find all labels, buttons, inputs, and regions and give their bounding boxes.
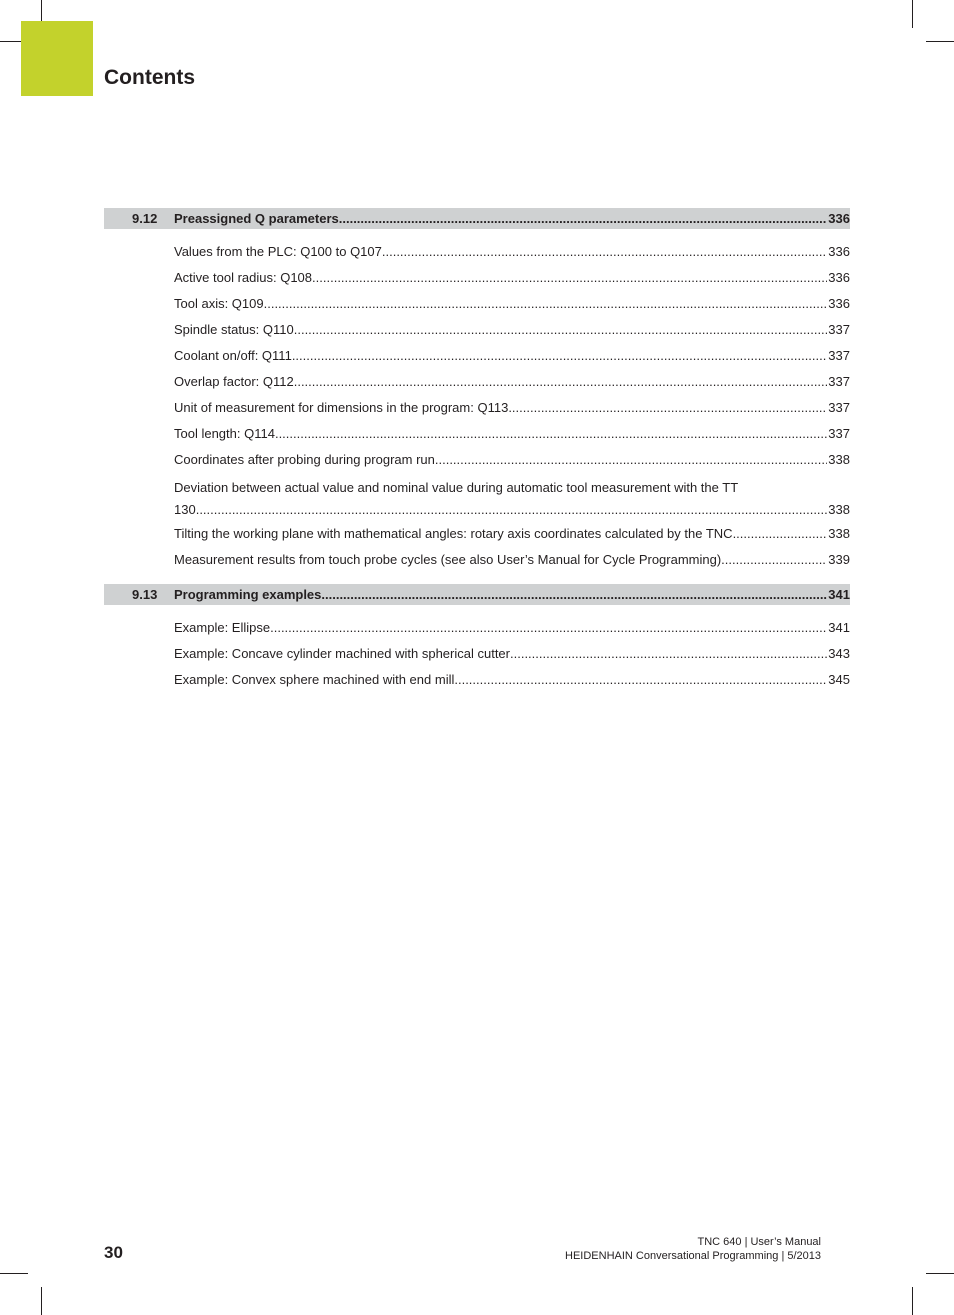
dot-leader xyxy=(292,347,827,365)
footer-manual-title: TNC 640 | User’s Manual xyxy=(697,1236,821,1248)
section-title: Preassigned Q parameters xyxy=(174,211,339,226)
toc-entry[interactable] xyxy=(104,243,850,261)
footer-publisher: HEIDENHAIN Conversational Programming | 5/2013 xyxy=(565,1250,821,1262)
dot-leader xyxy=(264,295,828,313)
entry-page: 338 xyxy=(828,502,850,517)
dot-leader xyxy=(312,269,827,287)
entry-title: Coolant on/off: Q111 xyxy=(174,348,292,363)
toc-entry[interactable] xyxy=(104,321,850,339)
entry-title: Overlap factor: Q112 xyxy=(174,374,294,389)
page-title: Contents xyxy=(104,66,195,89)
crop-mark xyxy=(926,1273,954,1274)
dot-leader xyxy=(275,425,827,443)
dot-leader xyxy=(382,243,827,261)
toc-section-9-12[interactable] xyxy=(104,208,850,229)
section-number: 9.12 xyxy=(132,211,158,226)
dot-leader xyxy=(270,619,827,637)
entry-title: Example: Ellipse xyxy=(174,620,271,635)
entry-page: 336 xyxy=(828,244,850,259)
entry-title: Values from the PLC: Q100 to Q107 xyxy=(174,244,382,259)
entry-title: Example: Concave cylinder machined with spherical cutter xyxy=(174,646,510,661)
section-number: 9.13 xyxy=(132,587,158,602)
entry-title: Measurement results from touch probe cycles (see also User’s Manual for Cycle Programming) xyxy=(174,552,722,567)
toc-entry[interactable] xyxy=(104,269,850,287)
entry-title: Tool axis: Q109 xyxy=(174,296,264,311)
entry-title: Coordinates after probing during program run xyxy=(174,452,435,467)
crop-mark xyxy=(912,1287,913,1315)
dot-leader xyxy=(294,373,828,391)
entry-page: 343 xyxy=(828,646,850,661)
dot-leader xyxy=(721,551,827,569)
crop-mark xyxy=(912,0,913,28)
dot-leader xyxy=(321,587,827,602)
toc-entry[interactable] xyxy=(104,373,850,391)
crop-mark xyxy=(926,41,954,42)
page-number: 30 xyxy=(104,1243,123,1262)
table-of-contents xyxy=(104,208,850,697)
entry-page: 338 xyxy=(828,526,850,541)
entry-title: Active tool radius: Q108 xyxy=(174,270,313,285)
toc-entry[interactable] xyxy=(104,347,850,365)
dot-leader xyxy=(454,671,827,689)
dot-leader xyxy=(733,525,828,543)
entry-page: 339 xyxy=(828,552,850,567)
section-page: 336 xyxy=(828,211,850,226)
toc-entry[interactable] xyxy=(104,399,850,417)
footer-info xyxy=(565,1235,821,1263)
entry-page: 337 xyxy=(828,374,850,389)
dot-leader xyxy=(510,645,827,663)
toc-entry[interactable] xyxy=(104,619,850,637)
dot-leader xyxy=(508,399,827,417)
entry-title: Tool length: Q114 xyxy=(174,426,275,441)
dot-leader xyxy=(339,211,828,226)
section-page: 341 xyxy=(828,587,850,602)
toc-entry[interactable] xyxy=(104,671,850,689)
dot-leader xyxy=(435,451,827,469)
entry-title: Unit of measurement for dimensions in the program: Q113 xyxy=(174,400,509,415)
toc-entry[interactable] xyxy=(104,551,850,569)
crop-mark xyxy=(41,1287,42,1315)
entry-title: Spindle status: Q110 xyxy=(174,322,294,337)
entry-page: 338 xyxy=(828,452,850,467)
entry-page: 341 xyxy=(828,620,850,635)
toc-entry[interactable] xyxy=(104,525,850,543)
entry-page: 336 xyxy=(828,270,850,285)
toc-entry[interactable] xyxy=(104,645,850,663)
dot-leader xyxy=(294,321,828,339)
entry-page: 337 xyxy=(828,400,850,415)
entry-title-continued: 130 xyxy=(174,502,196,517)
section-title: Programming examples xyxy=(174,587,322,602)
crop-mark xyxy=(0,1273,28,1274)
entry-title: Example: Convex sphere machined with end mill xyxy=(174,672,455,687)
toc-entry[interactable] xyxy=(104,425,850,443)
accent-block xyxy=(21,21,93,96)
toc-entry[interactable] xyxy=(104,295,850,313)
entry-page: 337 xyxy=(828,322,850,337)
toc-entry[interactable] xyxy=(104,451,850,469)
entry-page: 337 xyxy=(828,348,850,363)
entry-page: 345 xyxy=(828,672,850,687)
toc-section-9-13[interactable] xyxy=(104,584,850,605)
dot-leader xyxy=(196,499,828,521)
entry-page: 337 xyxy=(828,426,850,441)
toc-entry[interactable] xyxy=(104,477,850,521)
entry-page: 336 xyxy=(828,296,850,311)
entry-title: Deviation between actual value and nominal value during automatic tool measurement with the TT xyxy=(174,480,739,495)
entry-title: Tilting the working plane with mathematical angles: rotary axis coordinates calculated by the TNC xyxy=(174,526,733,541)
